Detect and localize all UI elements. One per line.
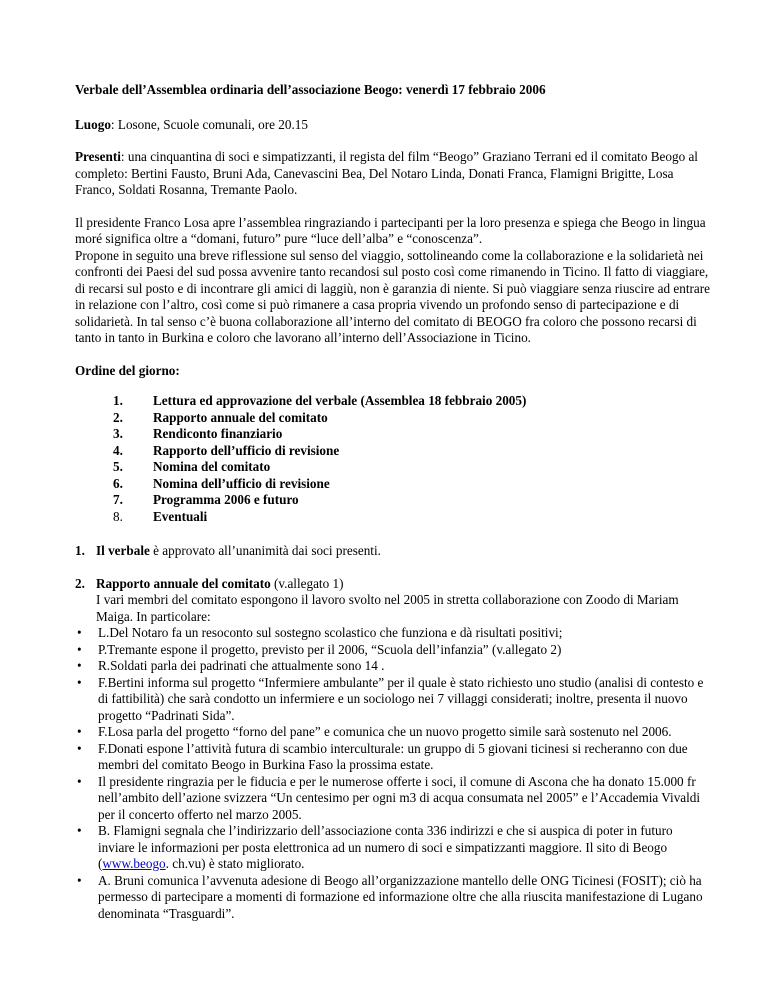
intro-paragraph-2: Propone in seguito una breve riflessione sul senso del viaggio, sottolineando come la collaborazione e la solidarietà nei confronti dei Paesi del sud possa avvenire tanto recandosi sul posto così come rimanendo in Ticino. Il fatto di viaggiare, di recarsi sul posto e di incontrare gli amici di laggiù, non è garanzia di niente. Si può viaggiare senza riuscire ad entrare in relazione con l’altro, così come si può rimanere a casa propria vivendo un profondo senso di partecipazione e di solidarietà. In tal senso c’è buona collaborazione all’interno del comitato di BEOGO fra coloro che possono recarsi di tanto in tanto in Burkina e coloro che lavorano all’interno dell’Associazione in Ticino.: [75, 247, 710, 345]
section-rapporto: [75, 576, 710, 923]
bullet-icon: •: [77, 773, 82, 789]
section-number: 1.: [75, 543, 85, 558]
bullet-list: [75, 625, 710, 922]
section-heading: Rapporto annuale del comitato: [96, 575, 271, 591]
agenda-item: 6. Nomina dell’ufficio di revisione: [113, 475, 330, 491]
presenti-text: : una cinquantina di soci e simpatizzanti, il regista del film “Beogo” Graziano Terrani ed il comitato Beogo al completo: Bertini Fausto, Bruni Ada, Canevascini Bea, Del Notaro Linda, Donati Franca, Flamigni Brigitte, Losa Franco, Soldati Rosanna, Tremante Paolo.: [75, 149, 698, 197]
intro-paragraph: Il presidente Franco Losa apre l’assemblea ringraziando i partecipanti per la loro presenza e spiega che Beogo in lingua moré significa oltre a “domani, futuro” pure “luce dell’alba” e “conoscenza”.: [75, 214, 706, 246]
presenti-label: Presenti: [75, 149, 121, 164]
section-note: (v.allegato 1): [270, 575, 344, 591]
bullet-icon: •: [77, 823, 82, 838]
list-item: • P.Tremante espone il progetto, previsto per il 2006, “Scuola dell’infanzia” (v.allegato 2): [77, 641, 562, 657]
agenda-item: 2. Rapporto annuale del comitato: [113, 409, 328, 425]
agenda-heading: Ordine del giorno:: [75, 362, 180, 378]
bullet-icon: •: [77, 740, 82, 756]
section-heading: Il verbale: [96, 543, 150, 558]
document-page: [75, 82, 710, 938]
list-item: • F.Donati espone l’attività futura di scambio interculturale: un gruppo di 5 giovani ticinesi si recheranno con due membri del comitato Beogo in Burkina Faso la prossima estate.: [77, 740, 688, 772]
section-number: 2.: [75, 575, 85, 591]
list-item: • B. Flamigni segnala che l’indirizzario dell’associazione conta 336 indirizzi e che si auspica di poter in futuro inviare le informazioni per posta elettronica ad un numero di soci e simpatizzanti maggiore. Il sito di Beogo (www.beogo. ch.vu) è stato migliorato.: [77, 823, 673, 871]
bullet-icon: •: [77, 641, 82, 657]
bullet-icon: •: [77, 625, 82, 640]
agenda-item: 5. Nomina del comitato: [113, 459, 271, 474]
bullet-icon: •: [77, 674, 82, 690]
luogo-label: Luogo: [75, 116, 111, 132]
luogo-text: : Losone, Scuole comunali, ore 20.15: [110, 116, 308, 132]
list-item: • L.Del Notaro fa un resoconto sul sostegno scolastico che funziona e dà risultati positivi;: [77, 625, 563, 640]
section-verbale: [75, 543, 710, 560]
bullet-icon: •: [77, 724, 82, 739]
agenda-item: 3. Rendiconto finanziario: [113, 426, 283, 441]
bullet-icon: •: [77, 658, 82, 673]
list-item: • F.Bertini informa sul progetto “Infermiere ambulante” per il quale è stato richiesto uno studio (analisi di contesto e di fattibilità) che sarà condotto un infermiere e un sociologo nei 7 villaggi considerati; inoltre, presenta il nuovo progetto “Padrinati Sida”.: [77, 674, 704, 723]
list-item: • Il presidente ringrazia per le fiducia e per le numerose offerte i soci, il comune di Ascona che ha donato 15.000 fr nell’ambito dell’azione svizzera “Un centesimo per ogni m3 di acqua consumata nel 2005” e l’Accademia Vivaldi per il concerto offerto nel marzo 2005.: [77, 773, 701, 822]
section-lead: I vari membri del comitato espongono il lavoro svolto nel 2005 in stretta collaborazione con Zoodo di Mariam Maiga. In particolare:: [96, 592, 679, 624]
agenda-item: 4. Rapporto dell’ufficio di revisione: [113, 442, 340, 458]
document-title: Verbale dell’Assemblea ordinaria dell’associazione Beogo: venerdì 17 febbraio 2006: [75, 82, 546, 97]
agenda-list: [113, 393, 710, 525]
section-text: è approvato all’unanimità dai soci presenti.: [149, 543, 381, 558]
list-item: • F.Losa parla del progetto “forno del pane” e comunica che un nuovo progetto simile sarà sostenuto nel 2006.: [77, 724, 672, 739]
bullet-icon: •: [77, 872, 82, 888]
presenti-paragraph: [75, 149, 710, 199]
agenda-item: 8. Eventuali: [113, 508, 208, 524]
list-item: • A. Bruni comunica l’avvenuta adesione di Beogo all’organizzazione mantello delle ONG Ticinesi (FOSIT); ciò ha permesso di partecipare a momenti di formazione ed informazione oltre che alla riuscita manifestazione di Lugano denominata “Trasguardi”.: [77, 872, 703, 921]
beogo-site-link[interactable]: www.beogo: [102, 856, 166, 871]
agenda-item: 1. Lettura ed approvazione del verbale (Assemblea 18 febbraio 2005): [113, 393, 527, 408]
list-item: • R.Soldati parla dei padrinati che attualmente sono 14 .: [77, 658, 385, 673]
agenda-item: 7. Programma 2006 e futuro: [113, 492, 299, 507]
luogo-line: [75, 117, 710, 134]
